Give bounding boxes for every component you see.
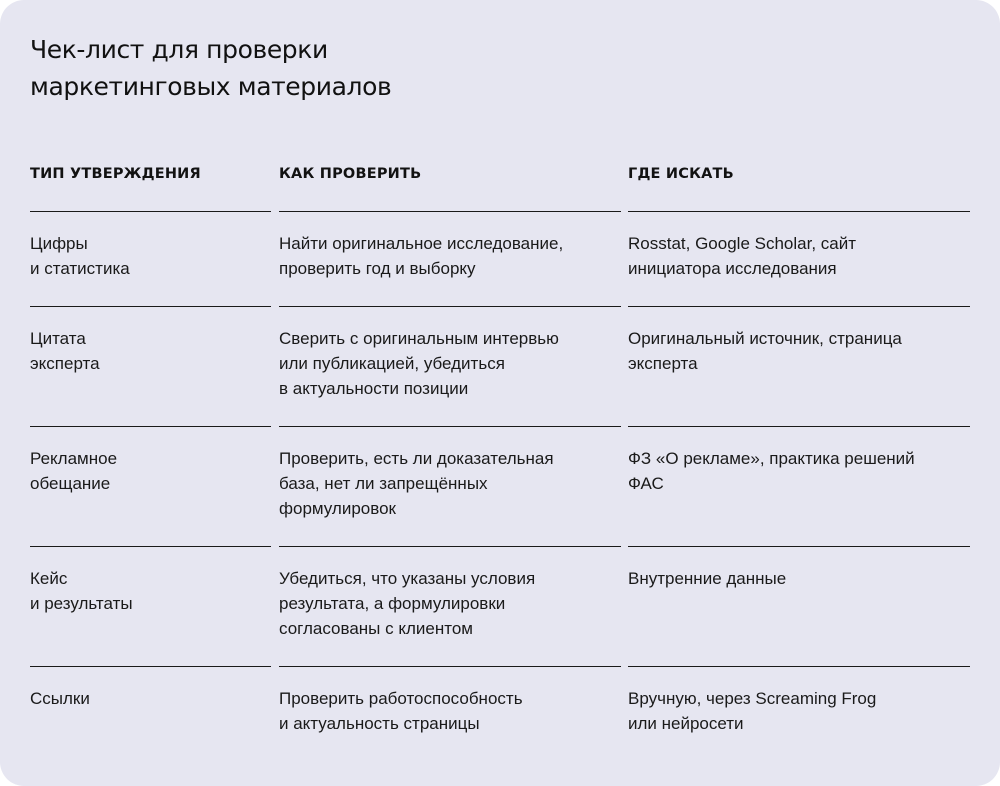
column-header-how: КАК ПРОВЕРИТЬ <box>279 166 422 182</box>
cell-line: или публикацией, убедиться <box>279 354 505 373</box>
cell-line: и статистика <box>30 259 130 278</box>
cell-type <box>30 326 100 376</box>
row-divider <box>628 306 970 307</box>
cell-line: Цитата <box>30 329 86 348</box>
cell-line: эксперта <box>30 354 100 373</box>
row-divider <box>30 426 271 427</box>
row-divider <box>279 666 621 667</box>
cell-line: Сверить с оригинальным интервью <box>279 329 559 348</box>
cell-line: Найти оригинальное исследование, <box>279 234 564 253</box>
cell-where <box>628 231 856 281</box>
cell-line: Проверить работоспособность <box>279 689 523 708</box>
row-divider <box>628 546 970 547</box>
title-line-1: Чек-лист для проверки <box>30 35 328 64</box>
column-header-type: ТИП УТВЕРЖДЕНИЯ <box>30 166 201 182</box>
cell-line: Оригинальный источник, страница <box>628 329 902 348</box>
cell-line: согласованы с клиентом <box>279 619 473 638</box>
cell-line: ФАС <box>628 474 664 493</box>
cell-how <box>279 446 554 521</box>
cell-line: и актуальность страницы <box>279 714 480 733</box>
cell-line: и результаты <box>30 594 133 613</box>
row-divider <box>628 666 970 667</box>
row-divider <box>30 306 271 307</box>
cell-type <box>30 446 117 496</box>
cell-line: Цифры <box>30 234 88 253</box>
cell-where <box>628 326 902 376</box>
cell-line: или нейросети <box>628 714 744 733</box>
cell-line: в актуальности позиции <box>279 379 469 398</box>
cell-line: Рекламное <box>30 449 118 468</box>
row-divider <box>628 426 970 427</box>
cell-how <box>279 231 563 281</box>
cell-line: ФЗ «О рекламе», практика решений <box>628 449 915 468</box>
cell-type <box>30 231 130 281</box>
cell-type <box>30 686 90 711</box>
cell-line: Убедиться, что указаны условия <box>279 569 536 588</box>
cell-line: Кейс <box>30 569 68 588</box>
cell-line: Внутренние данные <box>628 569 787 588</box>
cell-line: Проверить, есть ли доказательная <box>279 449 554 468</box>
title-line-2: маркетинговых материалов <box>30 72 392 101</box>
cell-line: база, нет ли запрещённых <box>279 474 488 493</box>
page-title <box>30 31 391 105</box>
cell-line: Ссылки <box>30 689 90 708</box>
cell-line: результата, а формулировки <box>279 594 506 613</box>
row-divider <box>279 211 621 212</box>
cell-type <box>30 566 133 616</box>
cell-line: формулировок <box>279 499 396 518</box>
cell-where <box>628 566 786 591</box>
row-divider <box>279 426 621 427</box>
cell-where <box>628 686 876 736</box>
column-header-where: ГДЕ ИСКАТЬ <box>628 166 734 182</box>
row-divider <box>30 546 271 547</box>
cell-line: обещание <box>30 474 111 493</box>
row-divider <box>30 666 271 667</box>
cell-line: эксперта <box>628 354 698 373</box>
cell-line: Rosstat, Google Scholar, сайт <box>628 234 857 253</box>
row-divider <box>279 306 621 307</box>
cell-how <box>279 686 523 736</box>
cell-line: Вручную, через Screaming Frog <box>628 689 877 708</box>
cell-line: инициатора исследования <box>628 259 837 278</box>
row-divider <box>30 211 271 212</box>
cell-where <box>628 446 915 496</box>
row-divider <box>628 211 970 212</box>
cell-how <box>279 566 535 641</box>
cell-line: проверить год и выборку <box>279 259 476 278</box>
cell-how <box>279 326 559 401</box>
row-divider <box>279 546 621 547</box>
